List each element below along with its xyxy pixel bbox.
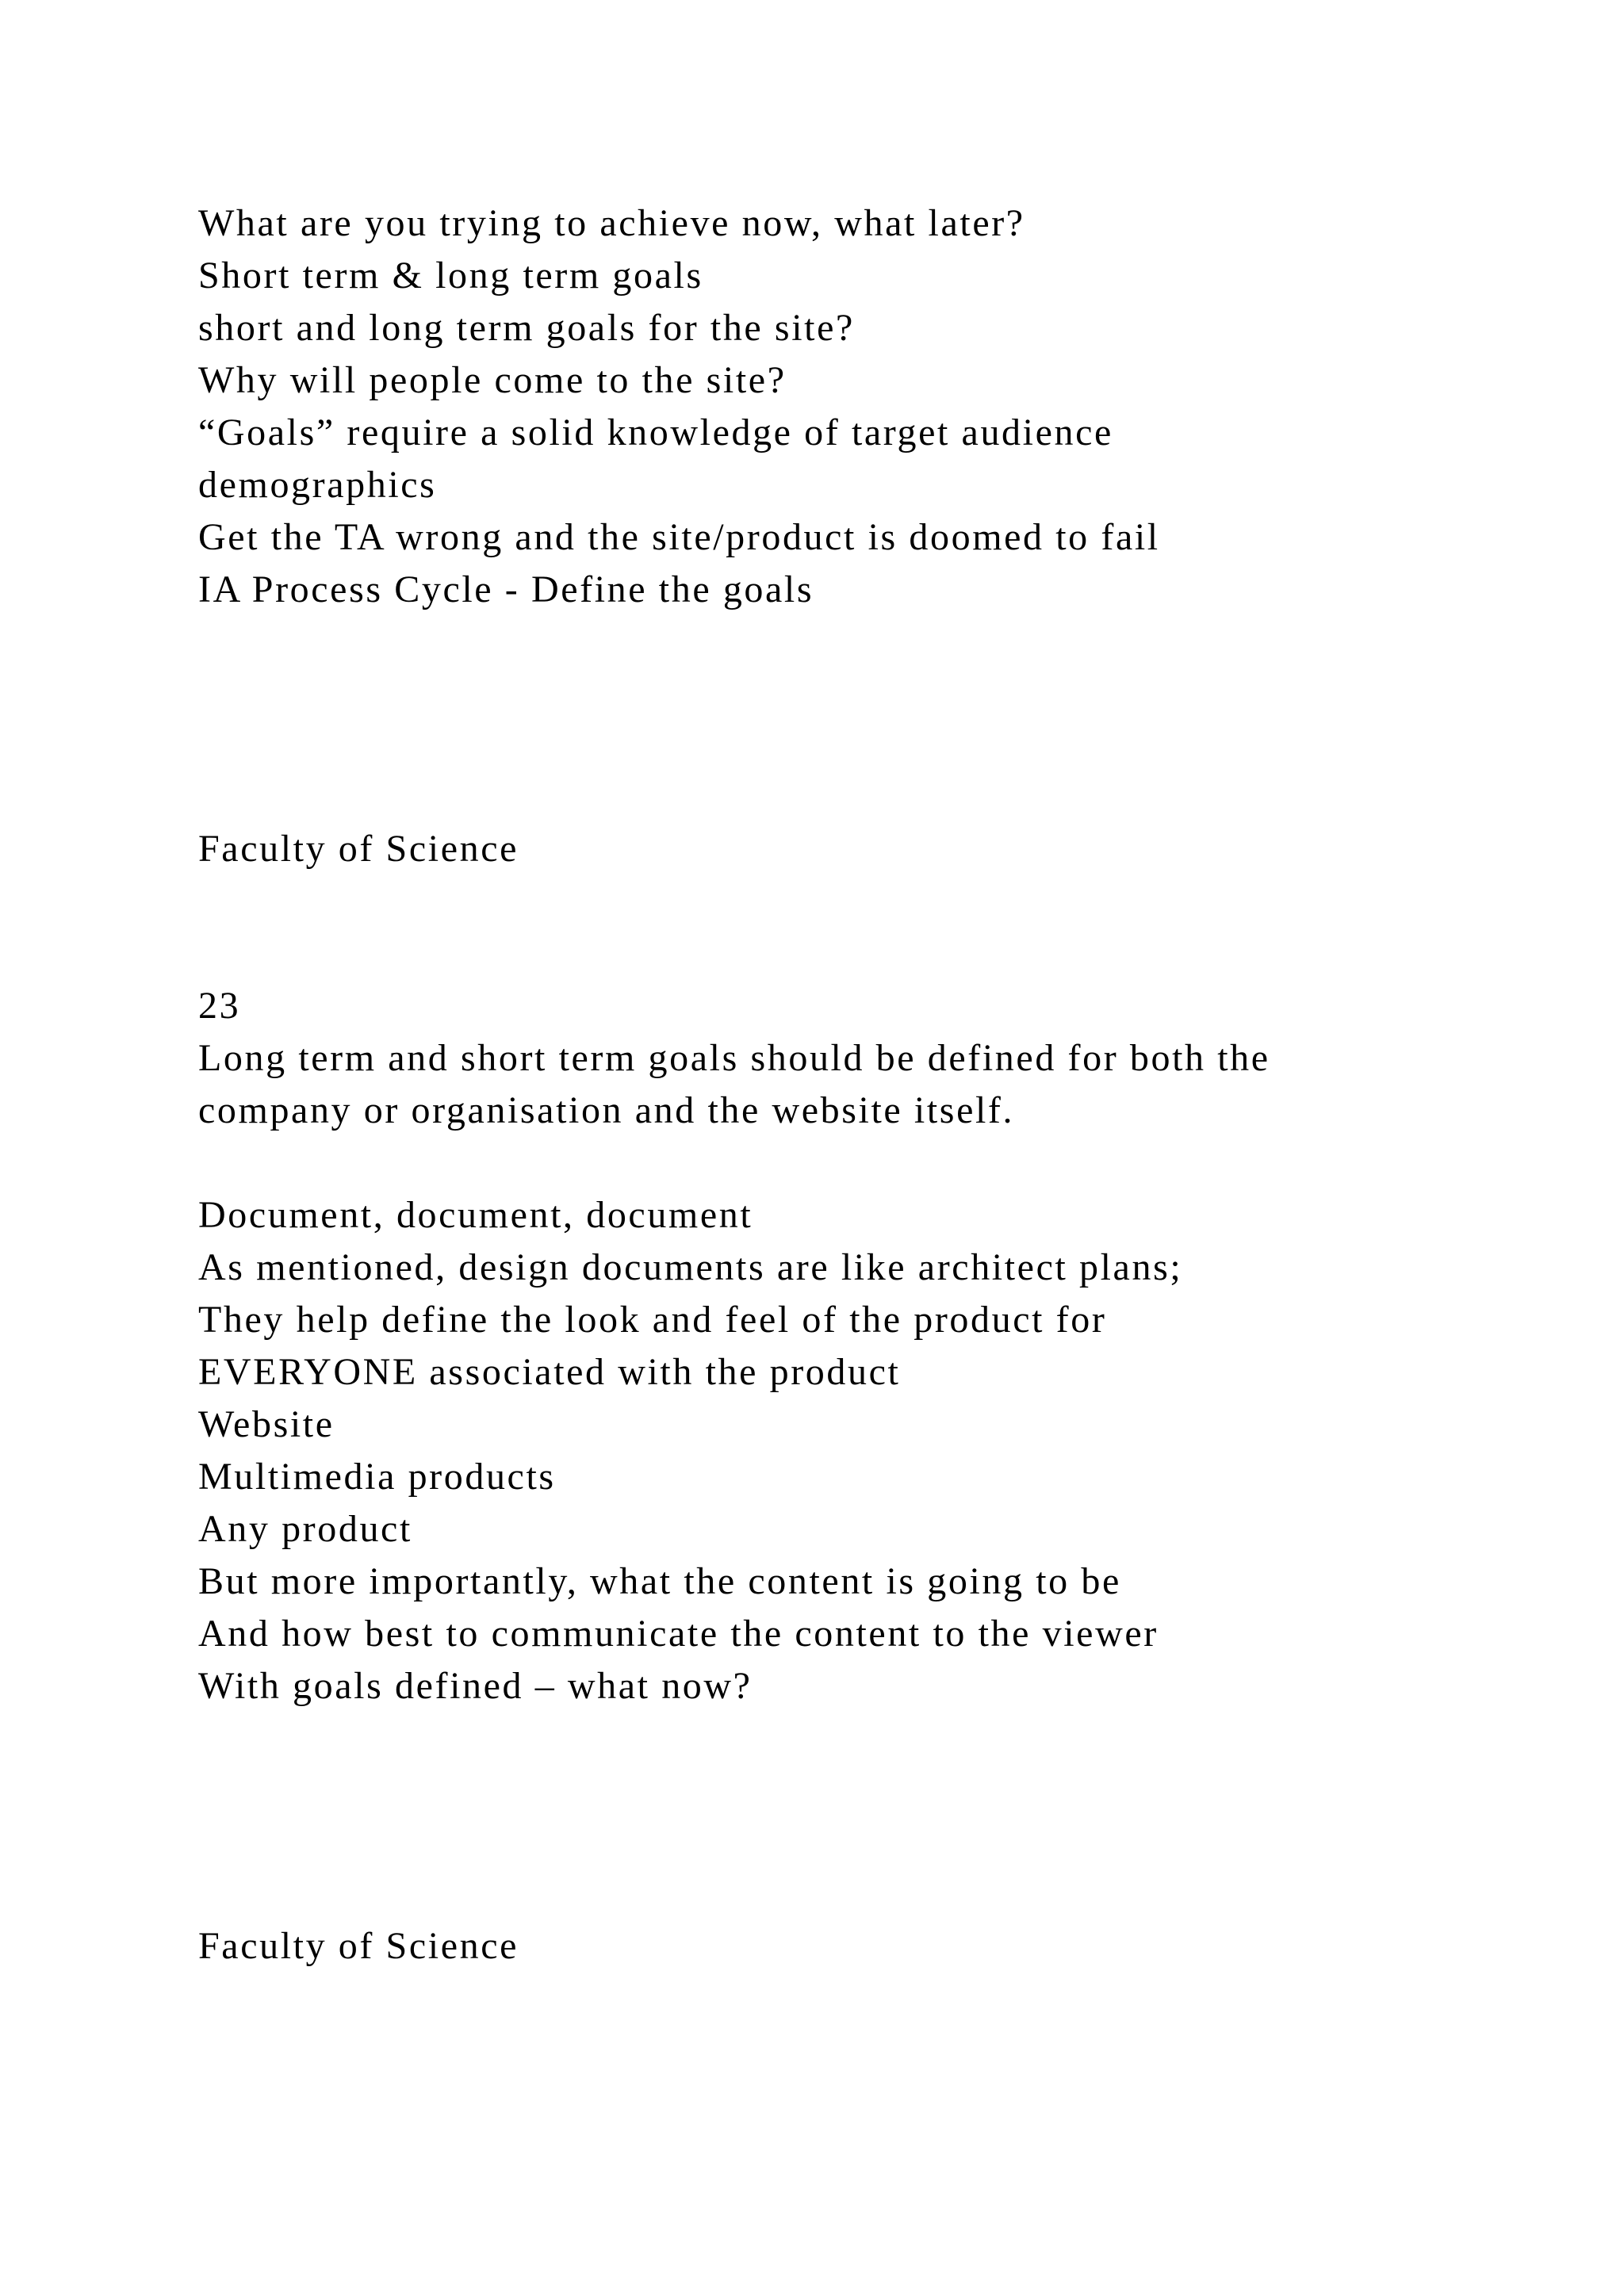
text-line: Short term & long term goals: [198, 254, 703, 297]
text-line: “Goals” require a solid knowledge of target audience: [198, 411, 1113, 453]
text-line: Document, document, document: [198, 1194, 753, 1236]
text-line: What are you trying to achieve now, what later?: [198, 202, 1025, 244]
page-number: 23: [198, 985, 241, 1027]
text-line: Multimedia products: [198, 1456, 556, 1498]
text-line: They help define the look and feel of the product for: [198, 1299, 1107, 1341]
text-line: short and long term goals for the site?: [198, 307, 855, 349]
text-line: Long term and short term goals should be defined for both the: [198, 1037, 1270, 1079]
footer-text: Faculty of Science: [198, 828, 519, 870]
text-line: demographics: [198, 464, 437, 506]
text-line: company or organisation and the website itself.: [198, 1089, 1015, 1131]
footer-text: Faculty of Science: [198, 1925, 519, 1967]
text-line: Any product: [198, 1508, 412, 1550]
text-line: Get the TA wrong and the site/product is doomed to fail: [198, 516, 1160, 558]
text-line: As mentioned, design documents are like architect plans;: [198, 1246, 1183, 1288]
text-line: IA Process Cycle - Define the goals: [198, 568, 814, 610]
text-line: Website: [198, 1403, 335, 1445]
text-line: With goals defined – what now?: [198, 1665, 753, 1707]
text-line: And how best to communicate the content to the viewer: [198, 1613, 1159, 1655]
text-line: EVERYONE associated with the product: [198, 1351, 901, 1393]
text-line: Why will people come to the site?: [198, 359, 787, 401]
text-line: But more importantly, what the content is going to be: [198, 1560, 1121, 1602]
